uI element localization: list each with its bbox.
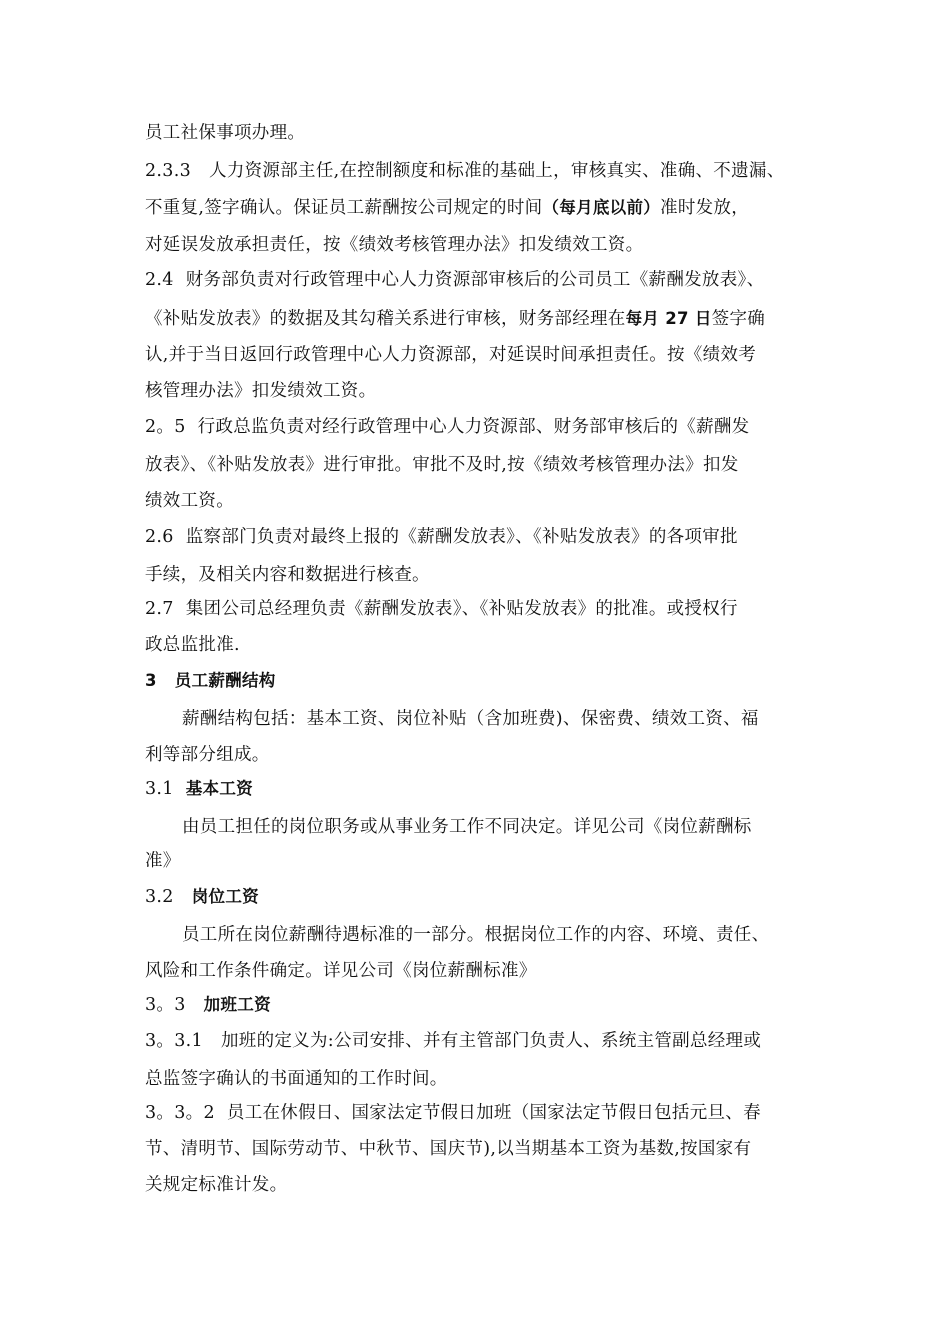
paragraph-line: 由员工担任的岗位职务或从事业务工作不同决定。详见公司《岗位薪酬标 [182,817,752,837]
paragraph-line: 《补贴发放表》的数据及其勾稽关系进行审核，财务部经理在每月 27 日签字确 [145,309,766,329]
paragraph-line: 薪酬结构包括：基本工资、岗位补贴（含加班费)、保密费、绩效工资、福 [182,709,759,729]
paragraph-line: 对延误发放承担责任，按《绩效考核管理办法》扣发绩效工资。 [145,235,644,255]
paragraph-line: 员工社保事项办理。 [145,123,306,143]
section-number: 3 [145,671,157,690]
section-title: 基本工资 [185,779,253,798]
clause-number: 2.6 [145,527,174,547]
paragraph-line: 员工所在岗位薪酬待遇标准的一部分。根据岗位工作的内容、环境、责任、 [182,925,770,945]
paragraph-line: 关规定标准计发。 [145,1175,288,1195]
section-title: 岗位工资 [191,887,259,906]
paragraph-line: 绩效工资。 [145,491,234,511]
clause-number: 3。3。2 [145,1103,215,1123]
section-heading-3-1 [145,774,825,804]
clause-number: 3。3.1 [145,1031,203,1051]
clause-2-6: 2.6 监察部门负责对最终上报的《薪酬发放表》、《补贴发放表》的各项审批 [145,527,738,547]
section-heading-3-3 [145,990,825,1020]
clause-number: 2.3.3 [145,161,192,181]
paragraph-line: 节、清明节、国际劳动节、中秋节、国庆节),以当期基本工资为基数,按国家有 [145,1139,752,1159]
paragraph-line: 放表》、《补贴发放表》进行审批。审批不及时,按《绩效考核管理办法》扣发 [145,455,739,475]
paragraph-line: 手续，及相关内容和数据进行核查。 [145,565,430,585]
section-number: 3。3 [145,995,186,1015]
paragraph-line: 利等部分组成。 [145,745,270,765]
paragraph-line: 准》 [145,851,181,871]
section-number: 3.2 [145,887,174,907]
emphasis-date: 每月 27 日 [625,309,712,328]
clause-2-3-3: 2.3.3 人力资源部主任,在控制额度和标准的基础上，审核真实、准确、不遗漏、 [145,161,785,181]
paragraph-line: 风险和工作条件确定。详见公司《岗位薪酬标准》 [145,961,537,981]
clause-number: 2。5 [145,417,186,437]
paragraph-line: 认,并于当日返回行政管理中心人力资源部，对延误时间承担责任。按《绩效考 [145,345,757,365]
clause-number: 2.7 [145,599,174,619]
section-heading-3 [145,666,825,696]
clause-2-4: 2.4 财务部负责对行政管理中心人力资源部审核后的公司员工《薪酬发放表》、 [145,270,765,290]
clause-2-5: 2。5 行政总监负责对经行政管理中心人力资源部、财务部审核后的《薪酬发 [145,417,750,437]
clause-3-3-2: 3。3。2 员工在休假日、国家法定节假日加班（国家法定节假日包括元旦、春 [145,1103,761,1123]
section-number: 3.1 [145,779,174,799]
clause-3-3-1: 3。3.1 加班的定义为:公司安排、并有主管部门负责人、系统主管副总经理或 [145,1031,762,1051]
clause-number: 2.4 [145,270,174,290]
section-heading-3-2 [145,882,825,912]
clause-2-7: 2.7 集团公司总经理负责《薪酬发放表》、《补贴发放表》的批准。或授权行 [145,599,738,619]
paragraph-line: 政总监批准. [145,635,240,655]
paragraph-line: 核管理办法》扣发绩效工资。 [145,381,377,401]
section-title: 员工薪酬结构 [174,671,276,690]
paragraph-line: 不重复,签字确认。保证员工薪酬按公司规定的时间（每月底以前）准时发放， [145,198,750,218]
paragraph-line: 总监签字确认的书面通知的工作时间。 [145,1069,448,1089]
section-title: 加班工资 [203,995,271,1014]
emphasis-deadline: （每月底以前） [542,198,661,217]
